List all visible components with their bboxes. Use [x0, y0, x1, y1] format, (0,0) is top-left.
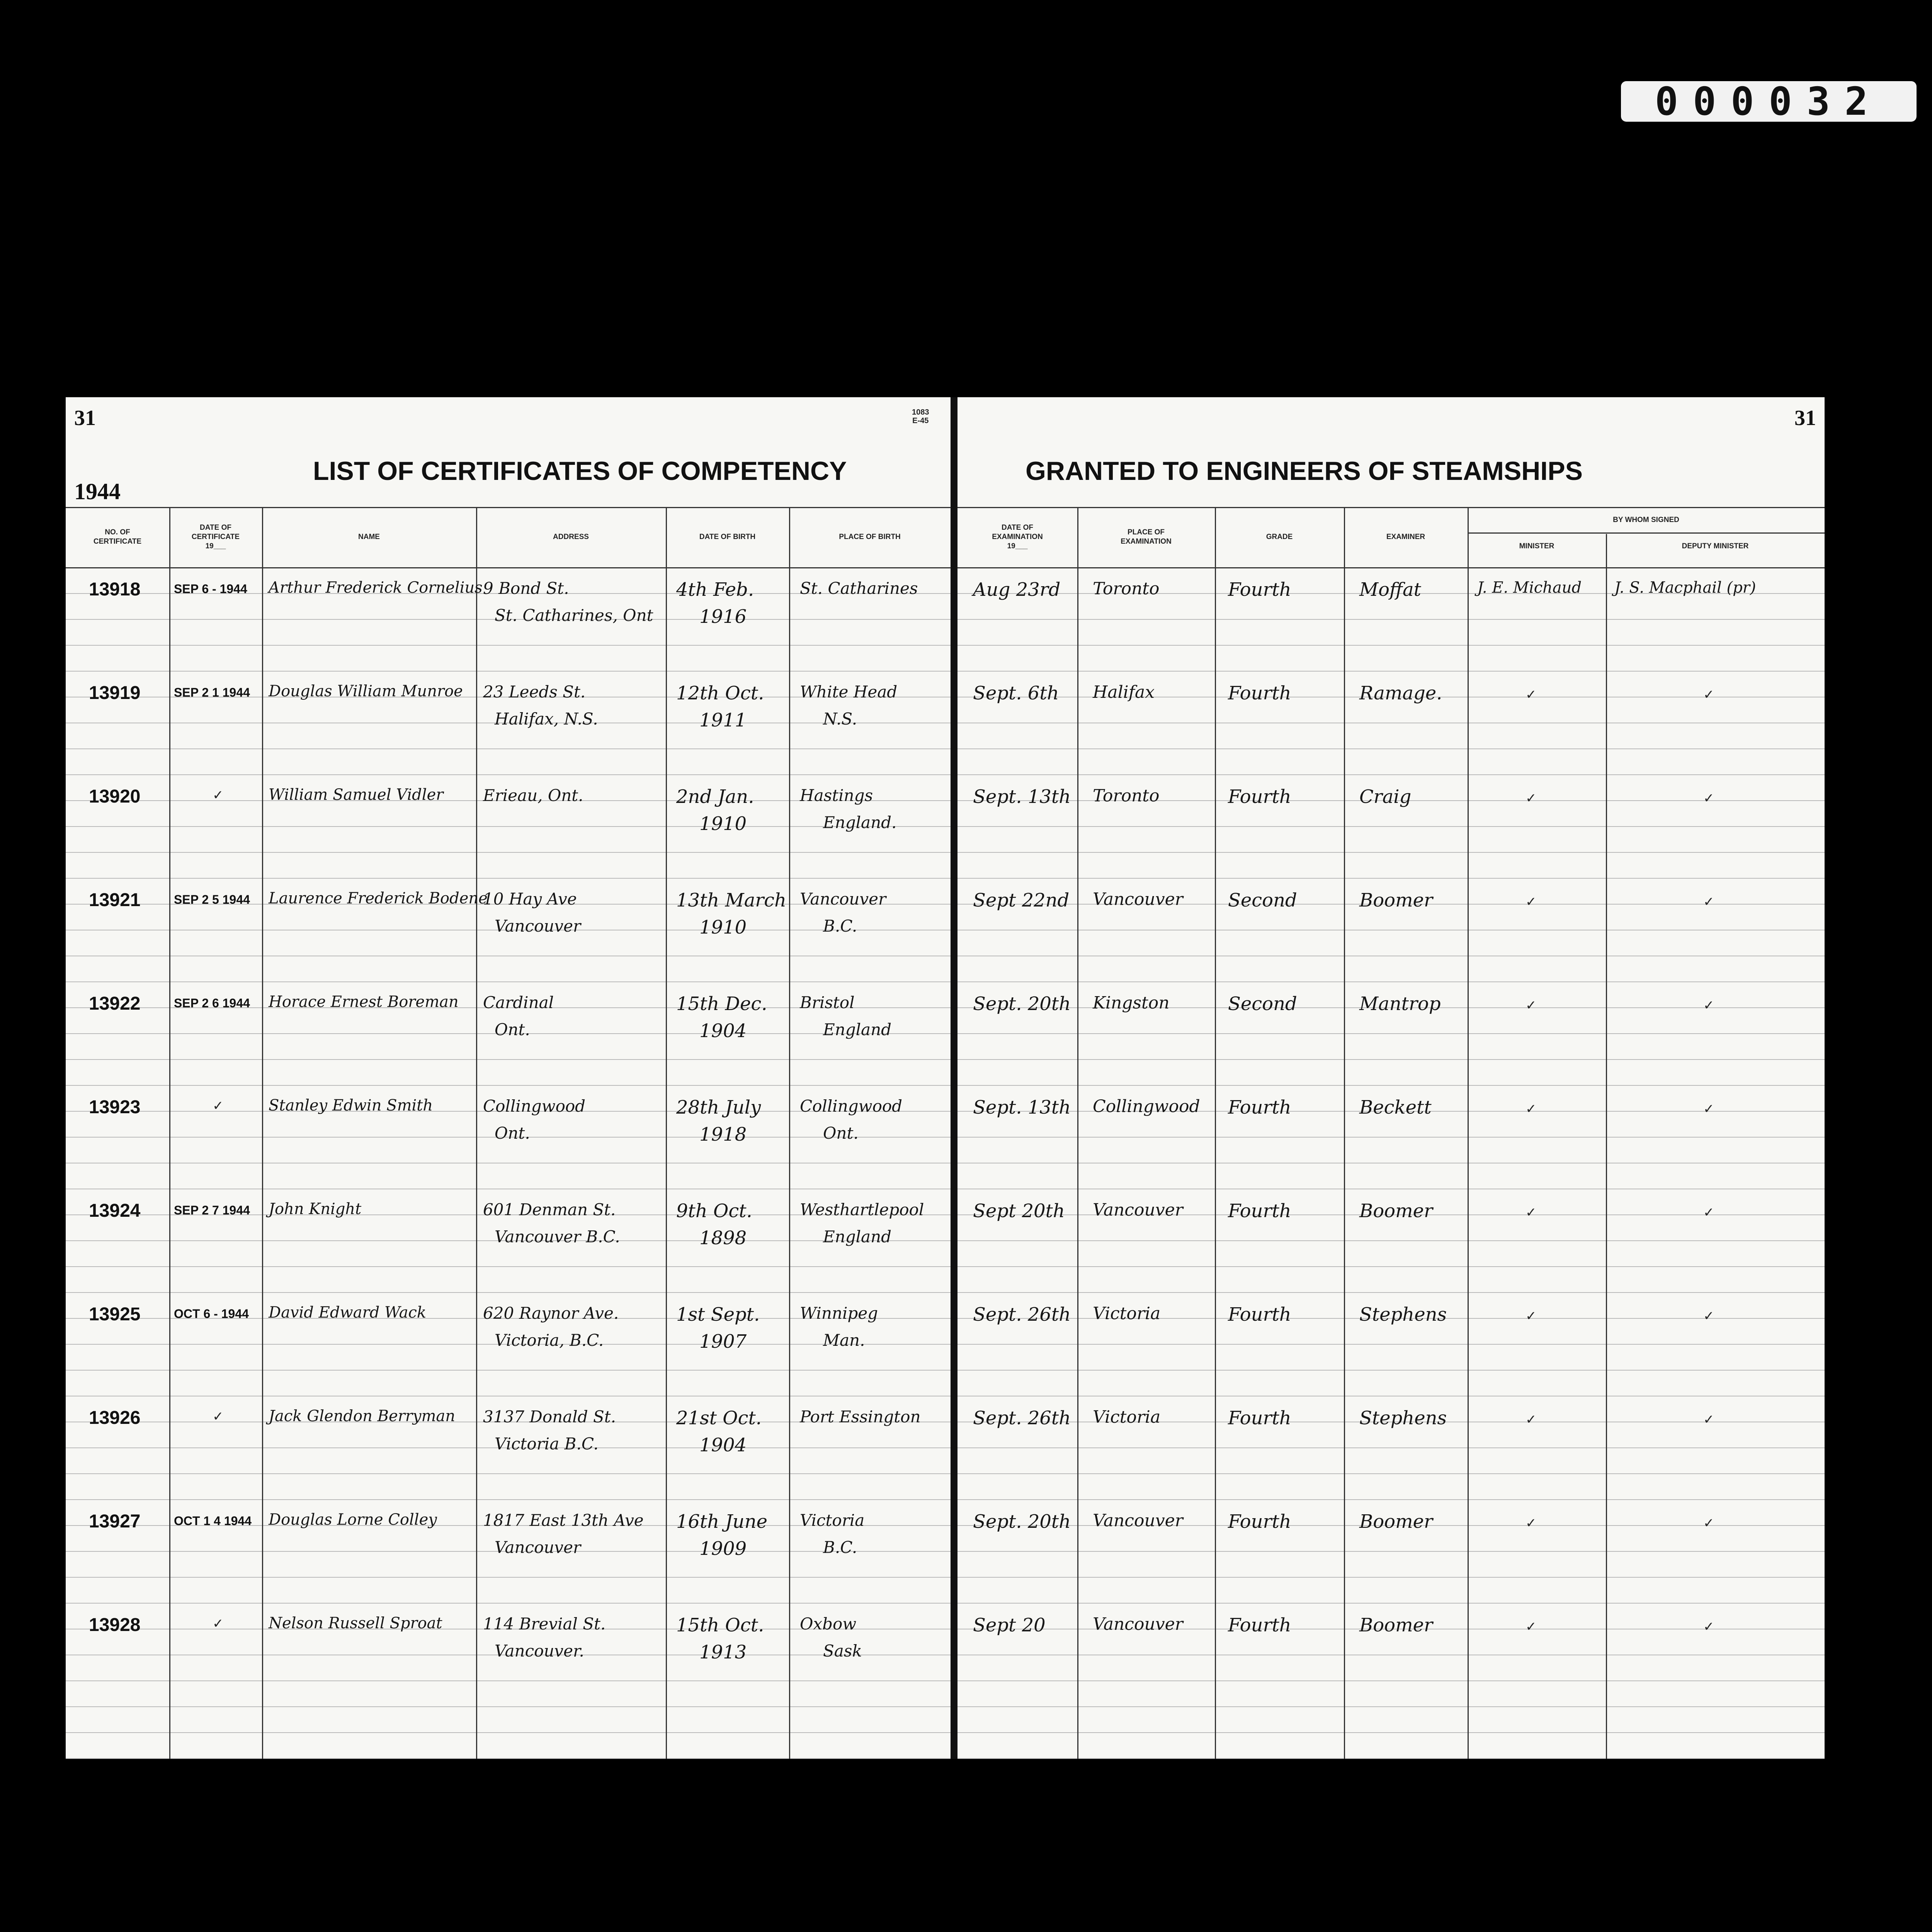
date-ditto-mark: ✓	[213, 788, 224, 803]
examination-place: Vancouver	[1093, 1614, 1183, 1634]
binding-gutter	[951, 397, 957, 1759]
birth-date-day: 9th Oct.	[676, 1200, 752, 1222]
birth-date-year: 1913	[699, 1641, 747, 1663]
birth-date-day: 16th June	[676, 1511, 768, 1532]
minister-signature-tick: ✓	[1526, 1102, 1537, 1116]
address-line-1: 114 Brevial St.	[483, 1614, 606, 1633]
minister-signature-tick: ✓	[1526, 1412, 1537, 1427]
certificate-date-stamp: OCT 1 4 1944	[174, 1514, 252, 1528]
ruled-line	[957, 1370, 1825, 1371]
examiner-name: Craig	[1359, 786, 1412, 808]
birth-date-year: 1904	[699, 1434, 747, 1456]
ruled-line	[957, 1680, 1825, 1681]
address-line-1: 620 Raynor Ave.	[483, 1304, 619, 1323]
ruled-line	[66, 852, 951, 853]
column-header-pob: PLACE OF BIRTH	[839, 533, 901, 541]
minister-signature-tick: ✓	[1526, 1309, 1537, 1323]
examination-date: Sept. 6th	[973, 682, 1059, 704]
column-header-grade: GRADE	[1266, 533, 1293, 541]
examiner-name: Boomer	[1359, 1614, 1433, 1636]
left-page-number: 31	[74, 406, 96, 430]
certificate-grade: Fourth	[1228, 1200, 1291, 1222]
column-header-minister: MINISTER	[1519, 542, 1554, 550]
examination-date: Sept. 20th	[973, 1511, 1071, 1532]
ruled-line	[66, 1370, 951, 1371]
birth-place-line-2: B.C.	[823, 917, 857, 935]
birth-place-line-2: B.C.	[823, 1538, 857, 1557]
birth-date-year: 1918	[699, 1124, 747, 1145]
ruled-line	[957, 878, 1825, 879]
certificate-number: 13918	[89, 579, 141, 600]
address-line-1: 10 Hay Ave	[483, 889, 577, 908]
address-line-2: Vancouver	[495, 917, 581, 935]
engineer-name: William Samuel Vidler	[269, 786, 444, 804]
column-divider	[789, 507, 790, 1759]
frame-number: 000032	[1621, 81, 1917, 122]
birth-date-day: 12th Oct.	[676, 682, 764, 704]
birth-date-day: 28th July	[676, 1097, 761, 1118]
deputy-minister-signature: J. S. Macphail (pr)	[1614, 579, 1756, 597]
ruled-line	[957, 1551, 1825, 1552]
address-line-2: St. Catharines, Ont	[495, 606, 653, 625]
ruled-line	[66, 1085, 951, 1086]
examiner-name: Stephens	[1359, 1407, 1447, 1429]
deputy-signature-tick: ✓	[1703, 1516, 1714, 1531]
right-page-title: GRANTED TO ENGINEERS OF STEAMSHIPS	[1026, 456, 1583, 486]
ruled-line	[66, 1706, 951, 1707]
address-line-2: Halifax, N.S.	[495, 709, 598, 728]
column-divider	[666, 507, 667, 1759]
ruled-line	[66, 1603, 951, 1604]
certificate-date-stamp: SEP 2 6 1944	[174, 996, 250, 1010]
certificate-grade: Fourth	[1228, 682, 1291, 704]
examination-place: Toronto	[1093, 579, 1160, 599]
ruled-line	[66, 981, 951, 982]
certificate-date-stamp: SEP 6 - 1944	[174, 582, 247, 596]
deputy-signature-tick: ✓	[1703, 1412, 1714, 1427]
examination-date: Sept. 13th	[973, 1097, 1071, 1118]
column-divider	[1215, 507, 1216, 1759]
ruled-line	[957, 1344, 1825, 1345]
examination-date: Sept 20	[973, 1614, 1046, 1636]
minister-signature: J. E. Michaud	[1477, 579, 1582, 597]
ruled-line	[957, 645, 1825, 646]
certificate-number: 13921	[89, 890, 141, 910]
examiner-name: Stephens	[1359, 1304, 1447, 1325]
birth-date-day: 2nd Jan.	[676, 786, 754, 808]
minister-signature-tick: ✓	[1526, 1619, 1537, 1634]
certificate-number: 13919	[89, 683, 141, 703]
birth-date-year: 1909	[699, 1538, 747, 1560]
certificate-grade: Second	[1228, 993, 1297, 1015]
ruled-line	[957, 1137, 1825, 1138]
left-page-title: LIST OF CERTIFICATES OF COMPETENCY	[313, 456, 847, 486]
engineer-name: David Edward Wack	[269, 1304, 427, 1321]
examination-place: Victoria	[1093, 1407, 1161, 1427]
address-line-1: 3137 Donald St.	[483, 1407, 616, 1426]
birth-date-day: 13th March	[676, 889, 787, 911]
examination-place: Vancouver	[1093, 889, 1183, 909]
ruled-line	[66, 1292, 951, 1293]
register-year: 1944	[74, 479, 121, 504]
address-line-2: Victoria, B.C.	[495, 1331, 604, 1350]
ruled-line	[66, 1732, 951, 1733]
ruled-line	[66, 774, 951, 775]
address-line-1: Erieau, Ont.	[483, 786, 583, 805]
birth-place-line-1: Victoria	[800, 1511, 865, 1530]
column-header-address: ADDRESS	[553, 533, 589, 541]
address-line-1: 23 Leeds St.	[483, 682, 586, 701]
signed-by-rule	[1468, 532, 1825, 534]
certificate-number: 13920	[89, 786, 141, 807]
birth-date-day: 15th Oct.	[676, 1614, 764, 1636]
ruled-line	[957, 981, 1825, 982]
minister-signature-tick: ✓	[1526, 791, 1537, 806]
header-bottom-rule	[66, 567, 951, 568]
engineer-name: Nelson Russell Sproat	[269, 1614, 442, 1632]
engineer-name: Jack Glendon Berryman	[269, 1407, 456, 1425]
certificate-grade: Fourth	[1228, 1304, 1291, 1325]
examination-date: Sept. 13th	[973, 786, 1071, 808]
examiner-name: Boomer	[1359, 889, 1433, 911]
examiner-name: Boomer	[1359, 1200, 1433, 1222]
ruled-line	[957, 852, 1825, 853]
ruled-line	[66, 1473, 951, 1474]
birth-date-year: 1916	[699, 606, 747, 628]
ruled-line	[66, 1499, 951, 1500]
birth-date-day: 1st Sept.	[676, 1304, 760, 1325]
column-header-date-exam: DATE OF EXAMINATION 19___	[992, 524, 1043, 550]
ruled-line	[66, 748, 951, 749]
examination-place: Collingwood	[1093, 1097, 1200, 1116]
column-divider	[1077, 507, 1078, 1759]
ruled-line	[66, 645, 951, 646]
examiner-name: Ramage.	[1359, 682, 1442, 704]
birth-date-year: 1907	[699, 1331, 747, 1352]
engineer-name: Laurence Frederick Bodene	[269, 889, 488, 907]
address-line-1: 9 Bond St.	[483, 579, 569, 598]
ruled-line	[957, 1447, 1825, 1448]
address-line-2: Vancouver B.C.	[495, 1227, 620, 1246]
examination-place: Victoria	[1093, 1304, 1161, 1323]
ruled-line	[957, 1292, 1825, 1293]
column-header-name: NAME	[358, 533, 380, 541]
certificate-date-stamp: OCT 6 - 1944	[174, 1307, 249, 1321]
examination-date: Sept 22nd	[973, 889, 1070, 911]
deputy-signature-tick: ✓	[1703, 1205, 1714, 1220]
column-divider	[476, 507, 477, 1759]
examination-date: Sept. 20th	[973, 993, 1071, 1015]
birth-place-line-2: Man.	[823, 1331, 865, 1350]
deputy-signature-tick: ✓	[1703, 791, 1714, 806]
examination-date: Sept. 26th	[973, 1407, 1071, 1429]
birth-place-line-1: Hastings	[800, 786, 873, 805]
column-divider	[1344, 507, 1345, 1759]
address-line-2: Vancouver.	[495, 1641, 584, 1660]
certificate-date-stamp: SEP 2 7 1944	[174, 1203, 250, 1217]
birth-place-line-1: Oxbow	[800, 1614, 857, 1633]
examination-place: Toronto	[1093, 786, 1160, 806]
birth-place-line-2: Sask	[823, 1641, 862, 1660]
engineer-name: Douglas Lorne Colley	[269, 1511, 437, 1529]
date-ditto-mark: ✓	[213, 1099, 224, 1113]
minister-signature-tick: ✓	[1526, 895, 1537, 909]
ruled-line	[957, 619, 1825, 620]
birth-date-day: 21st Oct.	[676, 1407, 762, 1429]
column-divider	[169, 507, 170, 1759]
ruled-line	[957, 1499, 1825, 1500]
column-header-signed-by: BY WHOM SIGNED	[1613, 516, 1679, 524]
engineer-name: Stanley Edwin Smith	[269, 1097, 433, 1114]
examination-place: Vancouver	[1093, 1200, 1183, 1220]
ruled-line	[957, 1033, 1825, 1034]
certificate-number: 13928	[89, 1615, 141, 1635]
birth-place-line-1: Bristol	[800, 993, 855, 1012]
examination-date: Sept. 26th	[973, 1304, 1071, 1325]
certificate-date-stamp: SEP 2 1 1944	[174, 685, 250, 699]
certificate-number: 13924	[89, 1201, 141, 1221]
certificate-number: 13926	[89, 1408, 141, 1428]
examiner-name: Boomer	[1359, 1511, 1433, 1532]
engineer-name: Arthur Frederick Cornelius	[269, 579, 483, 597]
engineer-name: Douglas William Munroe	[269, 682, 463, 700]
examination-place: Kingston	[1093, 993, 1170, 1013]
examination-place: Halifax	[1093, 682, 1155, 702]
certificate-grade: Fourth	[1228, 1511, 1291, 1532]
deputy-signature-tick: ✓	[1703, 1619, 1714, 1634]
certificate-number: 13922	[89, 993, 141, 1014]
address-line-1: Collingwood	[483, 1097, 586, 1116]
deputy-signature-tick: ✓	[1703, 998, 1714, 1013]
address-line-1: Cardinal	[483, 993, 554, 1012]
certificate-grade: Fourth	[1228, 786, 1291, 808]
examiner-name: Mantrop	[1359, 993, 1441, 1015]
birth-place-line-2: England	[823, 1020, 892, 1039]
birth-place-line-1: Winnipeg	[800, 1304, 878, 1323]
column-divider	[1468, 507, 1469, 1759]
column-header-place-exam: PLACE OF EXAMINATION	[1121, 528, 1172, 546]
ruled-line	[957, 1059, 1825, 1060]
ruled-line	[957, 1473, 1825, 1474]
examiner-name: Moffat	[1359, 579, 1421, 600]
ruled-line	[66, 1266, 951, 1267]
birth-date-day: 15th Dec.	[676, 993, 767, 1015]
engineer-name: Horace Ernest Boreman	[269, 993, 459, 1011]
left-page	[66, 397, 951, 1759]
ruled-line	[66, 1680, 951, 1681]
column-header-deputy-minister: DEPUTY MINISTER	[1682, 542, 1749, 550]
ruled-line	[957, 1758, 1825, 1759]
ruled-line	[66, 671, 951, 672]
examiner-name: Beckett	[1359, 1097, 1432, 1118]
birth-place-line-2: England.	[823, 813, 897, 832]
ruled-line	[957, 671, 1825, 672]
engineer-name: John Knight	[269, 1200, 362, 1218]
certificate-grade: Fourth	[1228, 579, 1291, 600]
minister-signature-tick: ✓	[1526, 1516, 1537, 1531]
column-header-dob: DATE OF BIRTH	[699, 533, 756, 541]
address-line-2: Vancouver	[495, 1538, 581, 1557]
address-line-2: Victoria B.C.	[495, 1434, 599, 1453]
birth-date-year: 1904	[699, 1020, 747, 1042]
ruled-line	[957, 1577, 1825, 1578]
certificate-grade: Fourth	[1228, 1097, 1291, 1118]
birth-place-line-2: N.S.	[823, 709, 857, 728]
ruled-line	[957, 826, 1825, 827]
minister-signature-tick: ✓	[1526, 998, 1537, 1013]
birth-place-line-1: White Head	[800, 682, 898, 701]
certificate-grade: Second	[1228, 889, 1297, 911]
form-code: 1083 E-45	[912, 408, 929, 425]
birth-place-line-1: Westhartlepool	[800, 1200, 924, 1219]
address-line-1: 1817 East 13th Ave	[483, 1511, 644, 1530]
ledger-spread	[66, 397, 1825, 1759]
address-line-2: Ont.	[495, 1020, 530, 1039]
ruled-line	[957, 1085, 1825, 1086]
minister-signature-tick: ✓	[1526, 687, 1537, 702]
ruled-line	[66, 1758, 951, 1759]
birth-place-line-1: Collingwood	[800, 1097, 903, 1116]
ruled-line	[957, 748, 1825, 749]
deputy-signature-tick: ✓	[1703, 687, 1714, 702]
examination-place: Vancouver	[1093, 1511, 1183, 1531]
birth-place-line-1: Port Essington	[800, 1407, 921, 1426]
date-ditto-mark: ✓	[213, 1616, 224, 1631]
certificate-grade: Fourth	[1228, 1614, 1291, 1636]
column-header-examiner: EXAMINER	[1386, 533, 1425, 541]
ruled-line	[957, 1732, 1825, 1733]
ruled-line	[66, 826, 951, 827]
birth-date-day: 4th Feb.	[676, 579, 754, 600]
birth-date-year: 1910	[699, 813, 747, 835]
right-page-number: 31	[1794, 406, 1816, 430]
ruled-line	[957, 1240, 1825, 1241]
birth-date-year: 1898	[699, 1227, 747, 1249]
ruled-line	[66, 878, 951, 879]
examination-date: Aug 23rd	[973, 579, 1061, 600]
deputy-signature-tick: ✓	[1703, 1102, 1714, 1116]
certificate-number: 13923	[89, 1097, 141, 1117]
certificate-date-stamp: SEP 2 5 1944	[174, 893, 250, 906]
birth-place-line-2: Ont.	[823, 1124, 859, 1143]
column-header-date-cert: DATE OF CERTIFICATE 19___	[191, 524, 240, 550]
minister-signature-tick: ✓	[1526, 1205, 1537, 1220]
column-divider	[1606, 534, 1607, 1759]
certificate-number: 13925	[89, 1304, 141, 1325]
birth-date-year: 1911	[699, 709, 747, 731]
ruled-line	[66, 1577, 951, 1578]
ruled-line	[957, 1706, 1825, 1707]
column-header-cert-no: NO. OF CERTIFICATE	[93, 528, 142, 546]
birth-date-year: 1910	[699, 917, 747, 938]
birth-place-line-1: St. Catharines	[800, 579, 918, 598]
birth-place-line-2: England	[823, 1227, 892, 1246]
ruled-line	[957, 774, 1825, 775]
date-ditto-mark: ✓	[213, 1409, 224, 1424]
certificate-grade: Fourth	[1228, 1407, 1291, 1429]
address-line-2: Ont.	[495, 1124, 530, 1143]
examination-date: Sept 20th	[973, 1200, 1065, 1222]
column-divider	[262, 507, 263, 1759]
ruled-line	[957, 1603, 1825, 1604]
deputy-signature-tick: ✓	[1703, 895, 1714, 909]
ruled-line	[957, 1266, 1825, 1267]
ruled-line	[66, 1059, 951, 1060]
right-page	[957, 397, 1825, 1759]
birth-place-line-1: Vancouver	[800, 889, 886, 908]
address-line-1: 601 Denman St.	[483, 1200, 616, 1219]
certificate-number: 13927	[89, 1511, 141, 1532]
deputy-signature-tick: ✓	[1703, 1309, 1714, 1323]
